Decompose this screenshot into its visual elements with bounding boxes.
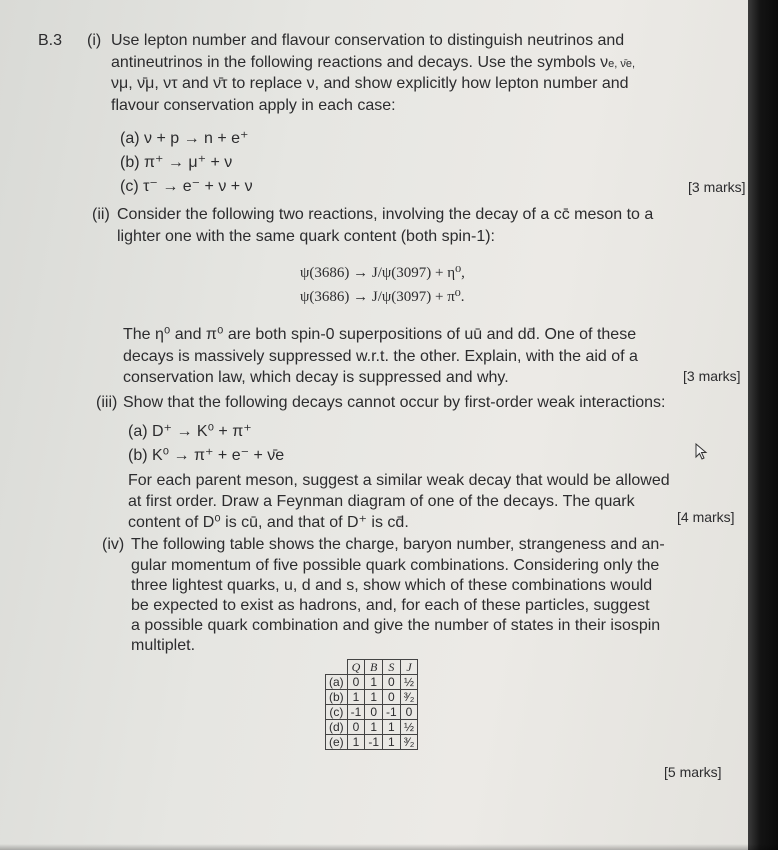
cell-s: 0 xyxy=(383,675,401,690)
cell-j: 0 xyxy=(400,705,418,720)
cell-j: ³⁄₂ xyxy=(400,690,418,705)
part-iv-line1: The following table shows the charge, baryon number, strangeness and an- xyxy=(131,536,665,553)
cell-s: -1 xyxy=(383,705,401,720)
table-corner xyxy=(326,660,348,675)
equation-pi: ψ(3686) → J/ψ(3097) + π⁰. xyxy=(300,289,465,305)
part-i-line3: νμ, ν̄μ, ντ and ν̄τ to replace ν, and show explicitly how lepton number and xyxy=(111,75,629,92)
part-iii-line3: at first order. Draw a Feynman diagram of one of the decays. The quark xyxy=(128,493,635,510)
table-row xyxy=(326,735,418,750)
part-ii-line2: lighter one with the same quark content (both spin-1): xyxy=(117,228,495,245)
row-label: (d) xyxy=(326,720,348,735)
cell-q: 0 xyxy=(347,720,365,735)
table-row xyxy=(326,690,418,705)
row-label: (e) xyxy=(326,735,348,750)
part-i-item-b: (b) π⁺ → μ⁺ + ν xyxy=(120,154,233,171)
cell-q: 1 xyxy=(347,690,365,705)
cell-j: ½ xyxy=(400,720,418,735)
part-iii-label: (iii) xyxy=(96,394,118,411)
part-iii-line4: content of D⁰ is cū, and that of D⁺ is cd̄. xyxy=(128,514,409,531)
part-ii-line1: Consider the following two reactions, involving the decay of a cc̄ meson to a xyxy=(117,206,654,223)
cell-b: 0 xyxy=(365,705,383,720)
cell-j: ³⁄₂ xyxy=(400,735,418,750)
part-i-label: (i) xyxy=(87,32,102,49)
part-iii-line2: For each parent meson, suggest a similar weak decay that would be allowed xyxy=(128,472,670,489)
header-q: Q xyxy=(347,660,365,675)
part-iv-label: (iv) xyxy=(102,536,125,553)
part-i-line1: Use lepton number and flavour conservation to distinguish neutrinos and xyxy=(111,32,625,49)
header-j: J xyxy=(400,660,418,675)
equation-eta: ψ(3686) → J/ψ(3097) + η⁰, xyxy=(300,265,465,281)
part-iv-marks: [5 marks] xyxy=(664,764,722,780)
part-ii-line5: conservation law, which decay is suppressed and why. xyxy=(123,369,509,386)
question-number: B.3 xyxy=(38,32,63,49)
header-s: S xyxy=(383,660,401,675)
part-iii-line1: Show that the following decays cannot occur by first-order weak interactions: xyxy=(123,394,666,411)
symbols-nu-e: e, ν̄e, xyxy=(608,58,636,70)
cell-s: 1 xyxy=(383,720,401,735)
part-iii-marks: [4 marks] xyxy=(677,509,735,525)
cell-q: 0 xyxy=(347,675,365,690)
part-iv-line3: three lightest quarks, u, d and s, show which of these combinations would xyxy=(131,577,653,594)
cell-b: -1 xyxy=(365,735,383,750)
cell-b: 1 xyxy=(365,675,383,690)
cell-b: 1 xyxy=(365,720,383,735)
cell-b: 1 xyxy=(365,690,383,705)
part-ii-line4: decays is massively suppressed w.r.t. the other. Explain, with the aid of a xyxy=(123,348,638,365)
row-label: (a) xyxy=(326,675,348,690)
cell-s: 0 xyxy=(383,690,401,705)
part-i-line4: flavour conservation apply in each case: xyxy=(111,97,396,114)
part-i-line2: antineutrinos in the following reactions and decays. Use the symbols νe, ν̄e, xyxy=(111,54,636,71)
quark-combination-table xyxy=(325,659,418,750)
part-i-item-a: (a) ν + p → n + e⁺ xyxy=(120,130,249,147)
part-i-marks: [3 marks] xyxy=(688,179,746,195)
part-iv-line4: be expected to exist as hadrons, and, for each of these particles, suggest xyxy=(131,597,650,614)
table-row xyxy=(326,720,418,735)
part-ii-label: (ii) xyxy=(92,206,110,223)
mouse-cursor-icon xyxy=(695,443,709,461)
cell-j: ½ xyxy=(400,675,418,690)
part-iv-line6: multiplet. xyxy=(131,637,196,654)
monitor-bezel xyxy=(748,0,778,850)
table-header-row xyxy=(326,660,418,675)
part-iv-line2: gular momentum of five possible quark combinations. Considering only the xyxy=(131,557,660,574)
part-ii-line3: The η⁰ and π⁰ are both spin-0 superpositions of uū and dd̄. One of these xyxy=(123,326,637,343)
cell-s: 1 xyxy=(383,735,401,750)
part-ii-marks: [3 marks] xyxy=(683,368,741,384)
part-iv-line5: a possible quark combination and give the number of states in their isospin xyxy=(131,617,661,634)
table-row xyxy=(326,675,418,690)
row-label: (c) xyxy=(326,705,348,720)
part-i-item-c: (c) τ⁻ → e⁻ + ν + ν xyxy=(120,178,253,195)
part-iii-item-b: (b) K⁰ → π⁺ + e⁻ + ν̄e xyxy=(128,447,285,464)
screen-shadow xyxy=(0,844,778,850)
table-row xyxy=(326,705,418,720)
header-b: B xyxy=(365,660,383,675)
part-iii-item-a: (a) D⁺ → K⁰ + π⁺ xyxy=(128,423,252,440)
cell-q: -1 xyxy=(347,705,365,720)
cell-q: 1 xyxy=(347,735,365,750)
row-label: (b) xyxy=(326,690,348,705)
